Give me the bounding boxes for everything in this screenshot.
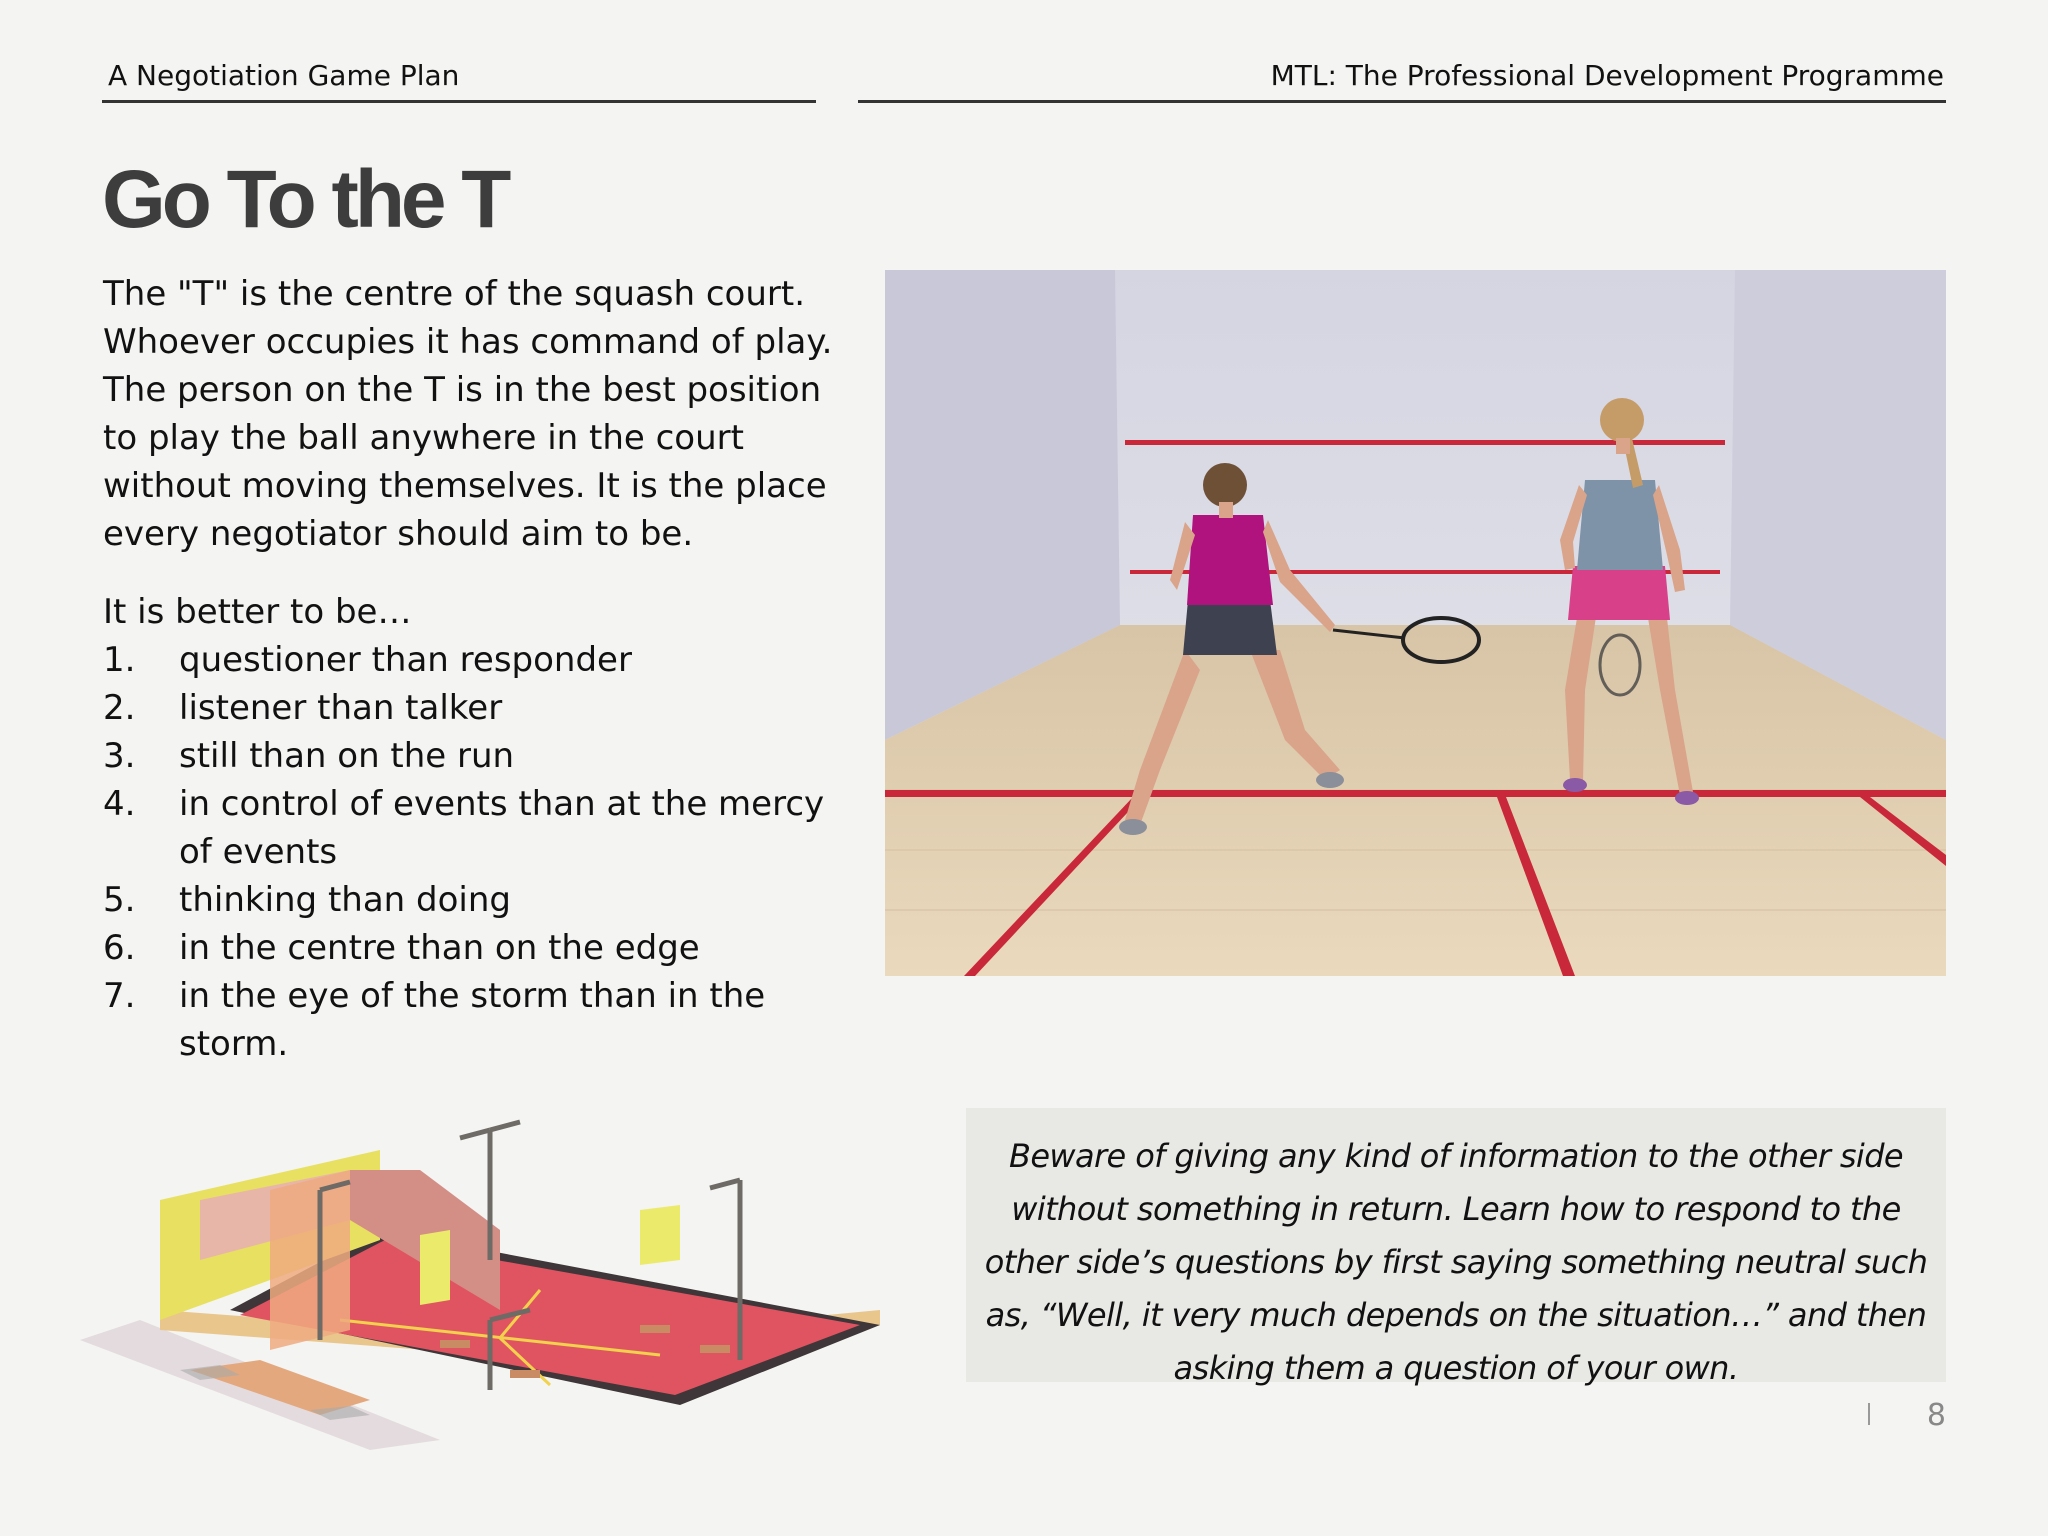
body-text [103, 270, 863, 1068]
list-item-text: thinking than doing [179, 880, 511, 920]
list-item [103, 876, 863, 924]
list-item [103, 732, 863, 780]
list-item-number: 6. [103, 928, 136, 968]
isometric-court-illustration [80, 1110, 880, 1460]
list-item [103, 972, 863, 1068]
list-item [103, 780, 863, 876]
page-title: Go To the T [102, 154, 508, 245]
header-right-title: MTL: The Professional Development Programme [1270, 59, 1944, 92]
tips-list [103, 636, 863, 1068]
list-item-number: 5. [103, 880, 136, 920]
page-number-divider [1868, 1403, 1870, 1425]
list-item-number: 1. [103, 640, 136, 680]
list-item-text: listener than talker [179, 688, 503, 728]
page-number: 8 [1926, 1398, 1946, 1433]
list-item-text: in control of events than at the mercy of events [179, 784, 825, 872]
list-item [103, 924, 863, 972]
list-item-number: 4. [103, 784, 136, 824]
header-rule-left [102, 100, 816, 103]
header-left-title: A Negotiation Game Plan [108, 59, 460, 92]
list-item [103, 684, 863, 732]
intro-paragraph: The "T" is the centre of the squash court. Whoever occupies it has command of play. The person on the T is in the best position to play the ball anywhere in the court without moving themselves. It is the place every negotiator should aim to be. [103, 274, 833, 554]
list-item-number: 2. [103, 688, 136, 728]
list-item-text: questioner than responder [179, 640, 632, 680]
list-item-text: in the eye of the storm than in the storm. [179, 976, 766, 1064]
list-item [103, 636, 863, 684]
list-item-number: 7. [103, 976, 136, 1016]
callout-quote: Beware of giving any kind of information to the other side without something in return. Learn how to respond to the other side’s questions by first saying something neutral such as, “Well, it very much depends on the situation…” and then asking them a question of your own. [966, 1108, 1946, 1382]
squash-players-photo [885, 270, 1946, 976]
header-rule-right [858, 100, 1946, 103]
list-lead: It is better to be… [103, 592, 412, 632]
list-item-number: 3. [103, 736, 136, 776]
list-item-text: still than on the run [179, 736, 515, 776]
list-item-text: in the centre than on the edge [179, 928, 700, 968]
